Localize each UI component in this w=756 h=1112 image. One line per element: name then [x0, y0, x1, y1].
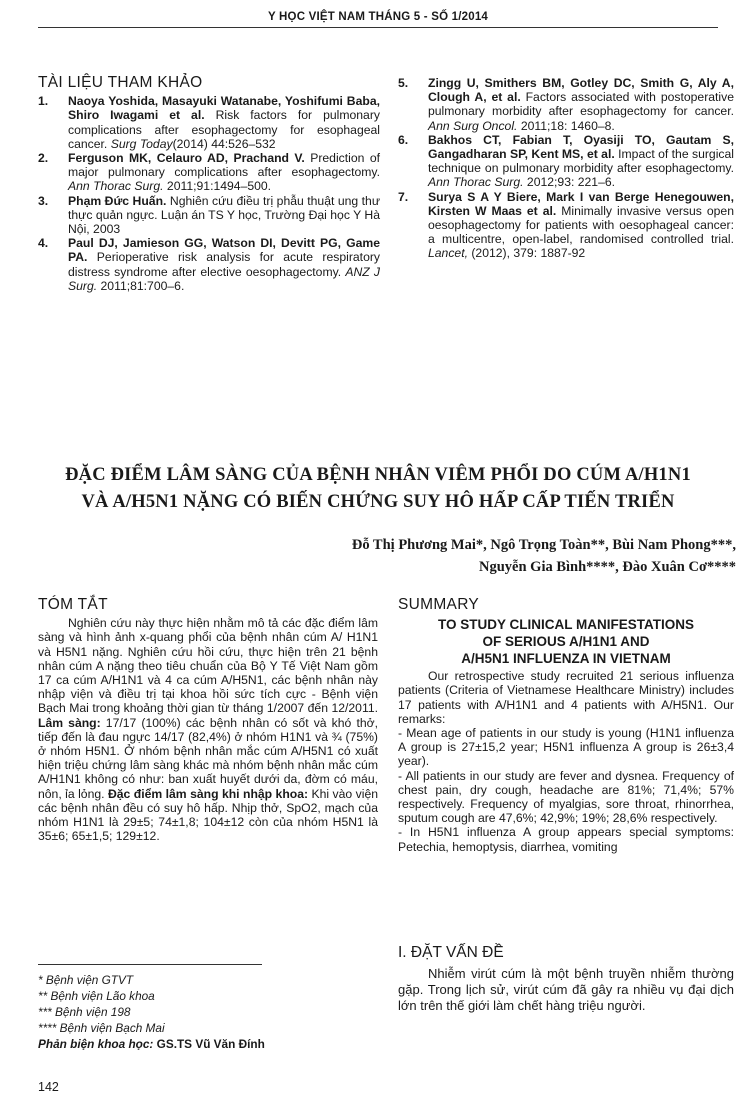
reviewer-name: GS.TS Vũ Văn Đính — [153, 1037, 265, 1051]
abstract-text: Nghiên cứu này thực hiện nhằm mô tả các đặc điểm lâm sàng và hình ảnh x-quang phổi của bệnh nhân cúm A/ H1N1 và H5N1 nặng. Nghiên cứu hồi cứu, thực hiện trên 21 bệnh nhân cúm A nặng theo tiêu chuẩn của Bộ Y Tế Việt Nam gồm 17 ca cúm A/H1N1 và 4 ca cúm A/H5N1, các bệnh nhân này nhập viện và điều trị tại khoa hồi sức tích cực - Bệnh viện Bạch Mai trong khoảng thời gian từ tháng 1/2007 đến 12/2011. — [38, 616, 378, 716]
references-left-column — [38, 76, 380, 293]
abstract-bold: Đặc điểm lâm sàng khi nhập khoa: — [107, 786, 309, 801]
footnote: **** Bệnh viện Bạch Mai — [38, 1021, 165, 1035]
abstract-text: 17/17 (100%) các bệnh nhân có sốt và khó thở, tiếp đến là đau ngực 14/17 (82,4%) ở nhóm H1N1 và ¾ (75%) ở nhóm H5N1. Ở nhóm bệnh nhân mắc cúm A/H5N1 có xuất hiện triệu chứng lâm sàng khác mà nhóm bệnh nhân mắc cúm A/H1N1 không có như: ban xuất huyết dưới da, đờm có máu, nôn, ỉa lỏng. — [38, 715, 378, 801]
summary-item: - Mean age of patients in our study is young (H1N1 influenza A group is 27±15,2 year; H5N1 influenza A group is 26±3,4 year). — [398, 726, 734, 769]
reviewer-label: Phản biện khoa học: — [38, 1037, 154, 1051]
footnote: ** Bệnh viện Lão khoa — [38, 989, 155, 1003]
reference-item — [398, 76, 734, 133]
reference-number: 1. — [38, 94, 49, 109]
running-header: Y HỌC VIỆT NAM THÁNG 5 - SỐ 1/2014 — [267, 11, 489, 23]
summary-item: - All patients in our study are fever and dysnea. Frequency of chest pain, dry cough, headache are 81%; 71,4%; 57% respectively. Frequency of myalgias, sore throat, rhinorrhea, sputum cough are 47,6%; 42,9%; 19%; 28,6% respectively. — [398, 768, 734, 826]
reference-journal: Lancet, — [428, 246, 468, 261]
reference-item — [38, 194, 380, 237]
reference-number: 3. — [38, 193, 49, 208]
summary-title-line: TO STUDY CLINICAL MANIFESTATIONS — [437, 617, 694, 633]
reference-tail: (2012), 379: 1887-92 — [467, 246, 586, 261]
reference-authors: Phạm Đức Huấn. — [68, 193, 167, 208]
references-heading: TÀI LIỆU THAM KHẢO — [38, 74, 203, 91]
reference-text: Prediction of major pulmonary complications after esophagectomy. — [68, 151, 380, 180]
summary-heading: SUMMARY — [398, 596, 480, 613]
reference-text: Factors associated with postoperative pulmonary morbidity after esophagectomy for cancer. — [428, 90, 734, 119]
reference-item — [38, 94, 380, 151]
introduction-heading: I. ĐẶT VẤN ĐỀ — [398, 944, 504, 961]
abstract-bold: Lâm sàng: — [38, 715, 101, 730]
reference-journal: Ann Thorac Surg. — [68, 179, 164, 194]
page-number: 142 — [38, 1080, 59, 1094]
reference-journal: Surg Today — [110, 136, 173, 151]
reference-item — [38, 236, 380, 293]
article-title — [0, 462, 756, 516]
reference-journal: Ann Thorac Surg. — [428, 175, 524, 190]
reference-number: 4. — [38, 236, 49, 251]
reference-item — [398, 190, 734, 261]
introduction-section — [398, 946, 734, 1014]
reference-item — [38, 151, 380, 194]
authors-line: Đỗ Thị Phương Mai*, Ngô Trọng Toàn**, Bùi Nam Phong***, — [351, 537, 736, 553]
article-title-line: VÀ A/H5N1 NẶNG CÓ BIẾN CHỨNG SUY HÔ HẤP CẤP TIẾN TRIỂN — [81, 492, 675, 512]
reference-item — [398, 133, 734, 190]
summary-title — [398, 616, 734, 667]
footnotes — [38, 972, 378, 1052]
footnote-rule — [38, 964, 262, 965]
abstract-vietnamese — [38, 598, 378, 843]
abstract-paragraph — [38, 616, 378, 843]
reference-number: 6. — [398, 132, 409, 147]
summary-title-line: OF SERIOUS A/H1N1 AND — [482, 634, 650, 650]
footnote: *** Bệnh viện 198 — [38, 1005, 131, 1019]
reference-authors: Ferguson MK, Celauro AD, Prachand V. — [68, 151, 305, 166]
reference-authors: Paul DJ, Jamieson GG, Watson DI, Devitt PG, Game PA. — [68, 236, 380, 265]
article-authors — [176, 534, 736, 578]
reference-text: Impact of the surgical technique on pulmonary morbidity after esophagectomy. — [428, 147, 734, 176]
reference-text: Perioperative risk analysis for acute respiratory distress syndrome after elective oesophagectomy. — [68, 250, 380, 279]
footnote: * Bệnh viện GTVT — [38, 973, 134, 987]
reference-authors: Bakhos CT, Fabian T, Oyasiji TO, Gautam S, Gangadharan SP, Kent MS, et al. — [428, 132, 734, 162]
abstract-heading: TÓM TẮT — [38, 596, 108, 613]
reference-journal: ANZ J Surg. — [68, 264, 380, 293]
reviewer-line — [38, 1036, 378, 1052]
reference-tail: (2014) 44:526–532 — [172, 136, 276, 151]
reference-number: 2. — [38, 151, 49, 166]
introduction-text: Nhiễm virút cúm là một bệnh truyền nhiễm thường gặp. Trong lịch sử, virút cúm đã gây ra nhiều vụ đại dịch lớn trên thế giới làm chết hàng triệu người. — [398, 966, 734, 1014]
abstract-text: Khi vào viện các bệnh nhân đều có suy hô hấp. Nhịp thở, SpO2, mạch của nhóm H1N1 là 29±5; 74±1,8; 104±12 còn của nhóm H5N1 là 35±6; 65±1,5; 129±12. — [38, 786, 378, 844]
reference-tail: 2011;91:1494–500. — [163, 179, 272, 194]
summary-english — [398, 598, 734, 854]
reference-text: Risk factors for pulmonary complications after esophagectomy for esophageal cancer. — [68, 108, 380, 151]
reference-tail: 2011;81:700–6. — [97, 278, 185, 293]
reference-authors: Naoya Yoshida, Masayuki Watanabe, Yoshifumi Baba, Shiro Iwagami et al. — [68, 94, 380, 123]
reference-authors: Surya S A Y Biere, Mark I van Berge Henegouwen, Kirsten W Maas et al. — [428, 189, 734, 218]
summary-paragraph: Our retrospective study recruited 21 serious influenza patients (Criteria of Vietnamese Healthcare Ministry) includes 17 patients with A/H1N1 and 4 patients with A/H5N1. Our remarks: — [398, 669, 734, 726]
reference-authors: Zingg U, Smithers BM, Gotley DC, Smith G, Aly A, Clough A, et al. — [428, 76, 734, 105]
authors-line: Nguyễn Gia Bình****, Đào Xuân Cơ**** — [479, 559, 736, 575]
reference-journal: Ann Surg Oncol. — [428, 118, 518, 133]
reference-tail: 2012;93: 221–6. — [523, 175, 616, 190]
references-right-column — [398, 76, 734, 261]
reference-number: 5. — [398, 76, 409, 90]
reference-number: 7. — [398, 189, 409, 204]
reference-tail: 2011;18: 1460–8. — [517, 118, 615, 133]
header-rule — [38, 27, 718, 28]
reference-text: Nghiên cứu điều trị phẫu thuật ung thư thực quản ngực. Luận án TS Y học, Trường Đại học Y Hà Nội, 2003 — [68, 193, 380, 237]
reference-text: Minimally invasive versus open oesophagectomy for patients with oesophageal cancer: a multicentre, open-label, randomised controlled trial. — [428, 203, 734, 247]
summary-item: - In H5N1 influenza A group appears special symptoms: Petechia, hemoptysis, diarrhea, vomiting — [398, 825, 734, 854]
summary-title-line: A/H5N1 INFLUENZA IN VIETNAM — [461, 651, 671, 667]
article-title-line: ĐẶC ĐIỂM LÂM SÀNG CỦA BỆNH NHÂN VIÊM PHỔI DO CÚM A/H1N1 — [65, 465, 691, 485]
